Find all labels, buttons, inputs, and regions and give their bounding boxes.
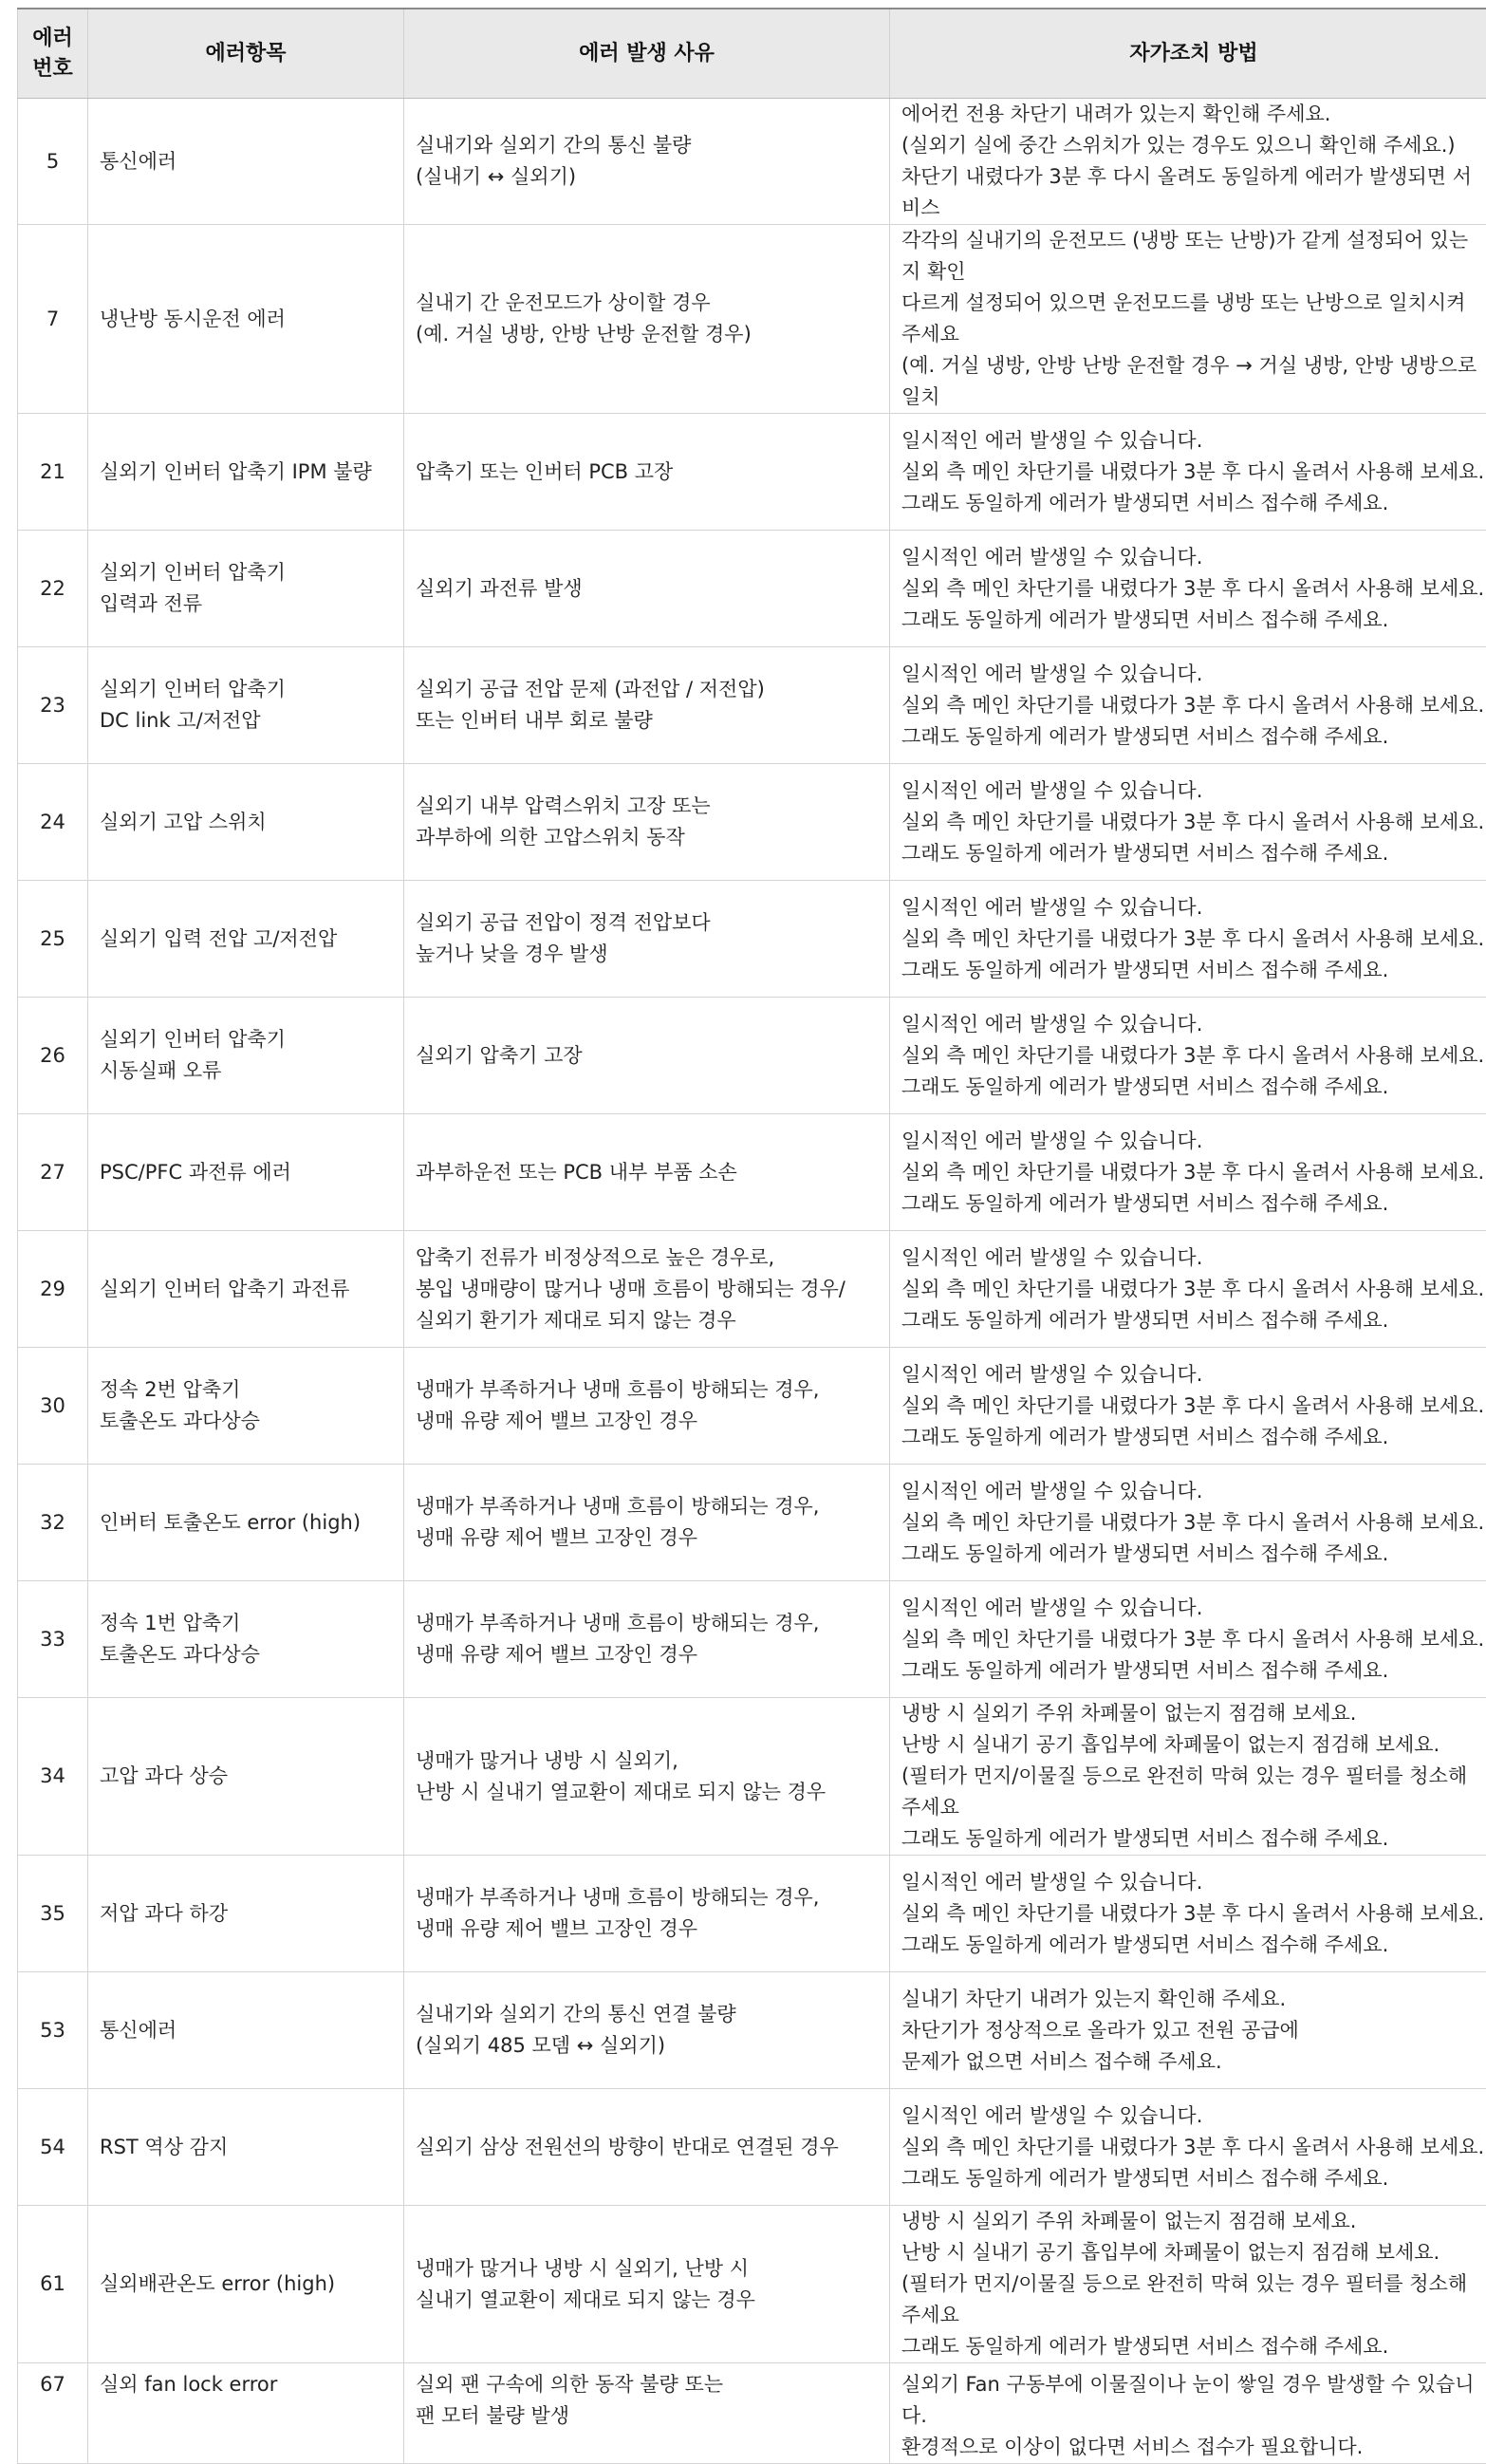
error-cause-cell: 냉매가 부족하거나 냉매 흐름이 방해되는 경우, 냉매 유량 제어 밸브 고장인 경우	[404, 1856, 890, 1972]
error-code-cell: 34	[18, 1698, 88, 1856]
table-row	[18, 2363, 1486, 2464]
self-action-cell: 냉방 시 실외기 주위 차폐물이 없는지 점검해 보세요. 난방 시 실내기 공기 흡입부에 차폐물이 없는지 점검해 보세요. (필터가 먼지/이물질 등으로 완전히 막혀 있는 경우 필터를 청소해 주세요 그래도 동일하게 에러가 발생되면 서비스 접수해 주세요.	[890, 2206, 1486, 2363]
error-item-cell: 냉난방 동시운전 에러	[88, 225, 404, 414]
error-code-cell: 53	[18, 1972, 88, 2089]
table-row	[18, 1231, 1486, 1348]
error-item-cell: 실외기 인버터 압축기 DC link 고/저전압	[88, 647, 404, 764]
error-code-cell: 32	[18, 1465, 88, 1581]
self-action-cell: 각각의 실내기의 운전모드 (냉방 또는 난방)가 같게 설정되어 있는지 확인 다르게 설정되어 있으면 운전모드를 냉방 또는 난방으로 일치시켜 주세요 (예. 거실 냉방, 안방 난방 운전할 경우 → 거실 냉방, 안방 냉방으로 일치	[890, 225, 1486, 414]
self-action-cell: 일시적인 에러 발생일 수 있습니다. 실외 측 메인 차단기를 내렸다가 3분 후 다시 올려서 사용해 보세요. 그래도 동일하게 에러가 발생되면 서비스 접수해 주세요.	[890, 414, 1486, 531]
error-item-cell: 실외기 고압 스위치	[88, 764, 404, 881]
self-action-cell: 실내기 차단기 내려가 있는지 확인해 주세요. 차단기가 정상적으로 올라가 있고 전원 공급에 문제가 없으면 서비스 접수해 주세요.	[890, 1972, 1486, 2089]
error-cause-cell: 실내기와 실외기 간의 통신 연결 불량 (실외기 485 모뎀 ↔ 실외기)	[404, 1972, 890, 2089]
error-code-cell: 25	[18, 881, 88, 998]
error-item-cell: 정속 2번 압축기 토출온도 과다상승	[88, 1348, 404, 1465]
error-item-cell: 고압 과다 상승	[88, 1698, 404, 1856]
table-row	[18, 647, 1486, 764]
error-code-cell: 7	[18, 225, 88, 414]
self-action-cell: 일시적인 에러 발생일 수 있습니다. 실외 측 메인 차단기를 내렸다가 3분 후 다시 올려서 사용해 보세요. 그래도 동일하게 에러가 발생되면 서비스 접수해 주세요.	[890, 998, 1486, 1114]
error-item-cell: 실외배관온도 error (high)	[88, 2206, 404, 2363]
error-code-cell: 24	[18, 764, 88, 881]
table-header-row	[18, 9, 1486, 99]
error-code-cell: 54	[18, 2089, 88, 2206]
table-row	[18, 1114, 1486, 1231]
table-row	[18, 2089, 1486, 2206]
error-cause-cell: 실외기 공급 전압이 정격 전압보다 높거나 낮을 경우 발생	[404, 881, 890, 998]
error-cause-cell: 실외기 삼상 전원선의 방향이 반대로 연결된 경우	[404, 2089, 890, 2206]
table-row	[18, 531, 1486, 647]
self-action-cell: 일시적인 에러 발생일 수 있습니다. 실외 측 메인 차단기를 내렸다가 3분 후 다시 올려서 사용해 보세요. 그래도 동일하게 에러가 발생되면 서비스 접수해 주세요.	[890, 764, 1486, 881]
error-code-table-container	[17, 8, 1486, 2464]
error-item-cell: 실외기 인버터 압축기 과전류	[88, 1231, 404, 1348]
error-item-cell: 저압 과다 하강	[88, 1856, 404, 1972]
error-code-cell: 5	[18, 99, 88, 225]
header-error-code: 에러 번호	[18, 9, 88, 99]
self-action-cell: 일시적인 에러 발생일 수 있습니다. 실외 측 메인 차단기를 내렸다가 3분 후 다시 올려서 사용해 보세요. 그래도 동일하게 에러가 발생되면 서비스 접수해 주세요.	[890, 2089, 1486, 2206]
header-error-cause: 에러 발생 사유	[404, 9, 890, 99]
header-self-action: 자가조치 방법	[890, 9, 1486, 99]
self-action-cell: 일시적인 에러 발생일 수 있습니다. 실외 측 메인 차단기를 내렸다가 3분 후 다시 올려서 사용해 보세요. 그래도 동일하게 에러가 발생되면 서비스 접수해 주세요.	[890, 1114, 1486, 1231]
error-code-table	[17, 8, 1486, 2464]
error-cause-cell: 냉매가 부족하거나 냉매 흐름이 방해되는 경우, 냉매 유량 제어 밸브 고장인 경우	[404, 1581, 890, 1698]
table-row	[18, 1856, 1486, 1972]
error-item-cell: 실외기 인버터 압축기 시동실패 오류	[88, 998, 404, 1114]
error-cause-cell: 실내기와 실외기 간의 통신 불량 (실내기 ↔ 실외기)	[404, 99, 890, 225]
table-row	[18, 1972, 1486, 2089]
error-code-cell: 26	[18, 998, 88, 1114]
self-action-cell: 일시적인 에러 발생일 수 있습니다. 실외 측 메인 차단기를 내렸다가 3분 후 다시 올려서 사용해 보세요. 그래도 동일하게 에러가 발생되면 서비스 접수해 주세요.	[890, 531, 1486, 647]
error-item-cell: 실외기 인버터 압축기 입력과 전류	[88, 531, 404, 647]
error-cause-cell: 냉매가 부족하거나 냉매 흐름이 방해되는 경우, 냉매 유량 제어 밸브 고장인 경우	[404, 1465, 890, 1581]
error-item-cell: 인버터 토출온도 error (high)	[88, 1465, 404, 1581]
self-action-cell: 일시적인 에러 발생일 수 있습니다. 실외 측 메인 차단기를 내렸다가 3분 후 다시 올려서 사용해 보세요. 그래도 동일하게 에러가 발생되면 서비스 접수해 주세요.	[890, 1465, 1486, 1581]
error-code-cell: 21	[18, 414, 88, 531]
error-cause-cell: 실외기 과전류 발생	[404, 531, 890, 647]
self-action-cell: 일시적인 에러 발생일 수 있습니다. 실외 측 메인 차단기를 내렸다가 3분 후 다시 올려서 사용해 보세요. 그래도 동일하게 에러가 발생되면 서비스 접수해 주세요.	[890, 1856, 1486, 1972]
table-row	[18, 1581, 1486, 1698]
error-code-cell: 67	[18, 2363, 88, 2464]
self-action-cell: 일시적인 에러 발생일 수 있습니다. 실외 측 메인 차단기를 내렸다가 3분 후 다시 올려서 사용해 보세요. 그래도 동일하게 에러가 발생되면 서비스 접수해 주세요.	[890, 1348, 1486, 1465]
error-cause-cell: 압축기 또는 인버터 PCB 고장	[404, 414, 890, 531]
table-row	[18, 998, 1486, 1114]
self-action-cell: 일시적인 에러 발생일 수 있습니다. 실외 측 메인 차단기를 내렸다가 3분 후 다시 올려서 사용해 보세요. 그래도 동일하게 에러가 발생되면 서비스 접수해 주세요.	[890, 881, 1486, 998]
error-item-cell: 정속 1번 압축기 토출온도 과다상승	[88, 1581, 404, 1698]
error-item-cell: 실외기 입력 전압 고/저전압	[88, 881, 404, 998]
table-row	[18, 881, 1486, 998]
error-cause-cell: 실외 팬 구속에 의한 동작 불량 또는 팬 모터 불량 발생	[404, 2363, 890, 2464]
error-cause-cell: 실내기 간 운전모드가 상이할 경우 (예. 거실 냉방, 안방 난방 운전할 경우)	[404, 225, 890, 414]
error-code-cell: 23	[18, 647, 88, 764]
error-item-cell: 통신에러	[88, 1972, 404, 2089]
error-cause-cell: 냉매가 부족하거나 냉매 흐름이 방해되는 경우, 냉매 유량 제어 밸브 고장인 경우	[404, 1348, 890, 1465]
table-row	[18, 99, 1486, 225]
table-row	[18, 414, 1486, 531]
error-cause-cell: 실외기 공급 전압 문제 (과전압 / 저전압) 또는 인버터 내부 회로 불량	[404, 647, 890, 764]
error-item-cell: 실외기 인버터 압축기 IPM 불량	[88, 414, 404, 531]
error-cause-cell: 냉매가 많거나 냉방 시 실외기, 난방 시 실내기 열교환이 제대로 되지 않는 경우	[404, 2206, 890, 2363]
error-code-cell: 30	[18, 1348, 88, 1465]
error-item-cell: 실외 fan lock error	[88, 2363, 404, 2464]
table-row	[18, 1465, 1486, 1581]
table-row	[18, 764, 1486, 881]
self-action-cell: 일시적인 에러 발생일 수 있습니다. 실외 측 메인 차단기를 내렸다가 3분 후 다시 올려서 사용해 보세요. 그래도 동일하게 에러가 발생되면 서비스 접수해 주세요.	[890, 1581, 1486, 1698]
table-row	[18, 1698, 1486, 1856]
header-error-item: 에러항목	[88, 9, 404, 99]
error-cause-cell: 실외기 내부 압력스위치 고장 또는 과부하에 의한 고압스위치 동작	[404, 764, 890, 881]
error-item-cell: 통신에러	[88, 99, 404, 225]
error-cause-cell: 압축기 전류가 비정상적으로 높은 경우로, 봉입 냉매량이 많거나 냉매 흐름이 방해되는 경우/ 실외기 환기가 제대로 되지 않는 경우	[404, 1231, 890, 1348]
self-action-cell: 일시적인 에러 발생일 수 있습니다. 실외 측 메인 차단기를 내렸다가 3분 후 다시 올려서 사용해 보세요. 그래도 동일하게 에러가 발생되면 서비스 접수해 주세요.	[890, 1231, 1486, 1348]
error-cause-cell: 실외기 압축기 고장	[404, 998, 890, 1114]
error-item-cell: PSC/PFC 과전류 에러	[88, 1114, 404, 1231]
table-row	[18, 2206, 1486, 2363]
error-code-cell: 22	[18, 531, 88, 647]
self-action-cell: 실외기 Fan 구동부에 이물질이나 눈이 쌓일 경우 발생할 수 있습니다. 환경적으로 이상이 없다면 서비스 접수가 필요합니다.	[890, 2363, 1486, 2464]
error-item-cell: RST 역상 감지	[88, 2089, 404, 2206]
error-code-cell: 35	[18, 1856, 88, 1972]
error-code-cell: 61	[18, 2206, 88, 2363]
self-action-cell: 일시적인 에러 발생일 수 있습니다. 실외 측 메인 차단기를 내렸다가 3분 후 다시 올려서 사용해 보세요. 그래도 동일하게 에러가 발생되면 서비스 접수해 주세요.	[890, 647, 1486, 764]
self-action-cell: 냉방 시 실외기 주위 차폐물이 없는지 점검해 보세요. 난방 시 실내기 공기 흡입부에 차폐물이 없는지 점검해 보세요. (필터가 먼지/이물질 등으로 완전히 막혀 있는 경우 필터를 청소해 주세요 그래도 동일하게 에러가 발생되면 서비스 접수해 주세요.	[890, 1698, 1486, 1856]
self-action-cell: 에어컨 전용 차단기 내려가 있는지 확인해 주세요. (실외기 실에 중간 스위치가 있는 경우도 있으니 확인해 주세요.) 차단기 내렸다가 3분 후 다시 올려도 동일하게 에러가 발생되면 서비스	[890, 99, 1486, 225]
error-cause-cell: 과부하운전 또는 PCB 내부 부품 소손	[404, 1114, 890, 1231]
error-code-cell: 29	[18, 1231, 88, 1348]
error-code-cell: 27	[18, 1114, 88, 1231]
table-row	[18, 225, 1486, 414]
table-row	[18, 1348, 1486, 1465]
error-cause-cell: 냉매가 많거나 냉방 시 실외기, 난방 시 실내기 열교환이 제대로 되지 않는 경우	[404, 1698, 890, 1856]
error-code-cell: 33	[18, 1581, 88, 1698]
